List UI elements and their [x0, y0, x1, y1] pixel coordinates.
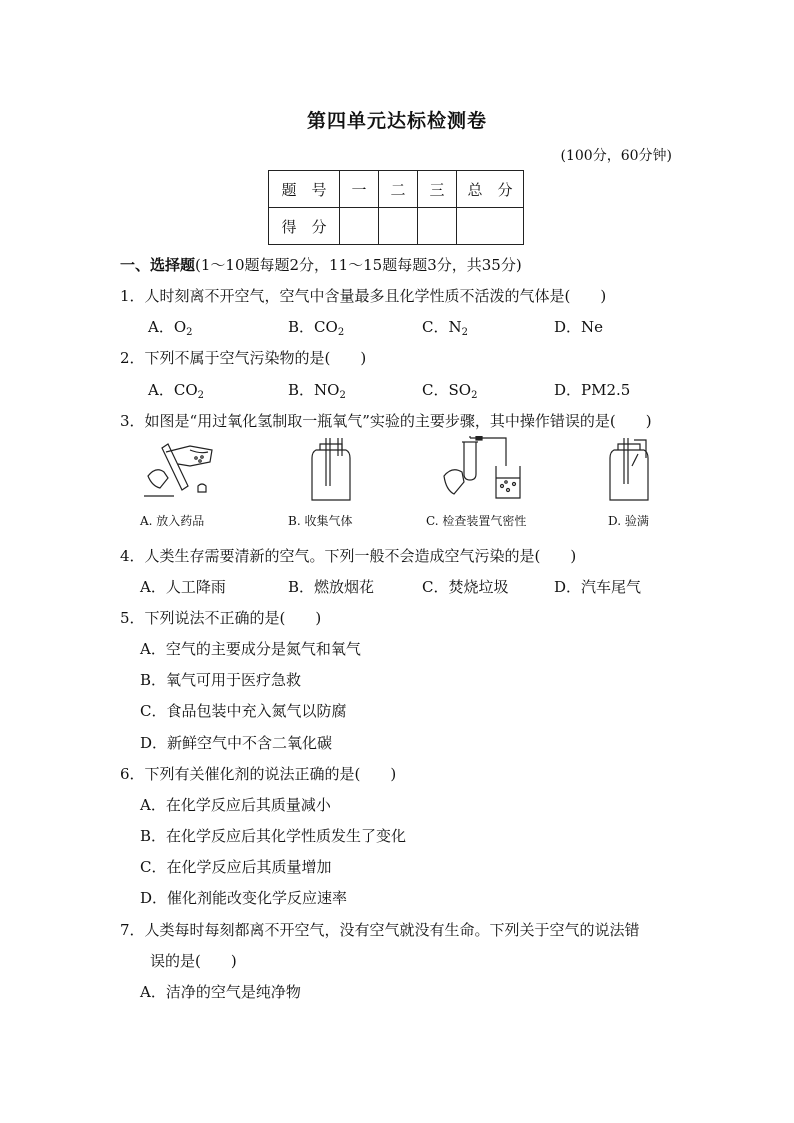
airtightness-check-illustration [436, 436, 536, 506]
question-1-option-a[interactable]: A．$O_2$ [148, 318, 193, 338]
check-full-bottle-illustration [604, 436, 664, 506]
score-input-cell[interactable] [418, 208, 457, 245]
score-table-score-row [269, 208, 524, 245]
question-4-option-b[interactable]: B．燃放烟花 [288, 578, 375, 596]
question-6-option-b[interactable]: B．在化学反应后其化学性质发生了变化 [140, 827, 407, 845]
question-5-option-a[interactable]: A．空气的主要成分是氮气和氧气 [140, 640, 361, 658]
question-4-stem: 4．人类生存需要清新的空气。下列一般不会造成空气污染的是( ) [120, 547, 577, 565]
figure-caption-b: B. 收集气体 [288, 514, 353, 528]
question-1-stem: 1．人时刻离不开空气，空气中含量最多且化学性质不活泼的气体是( ) [120, 287, 607, 305]
question-6-stem: 6．下列有关催化剂的说法正确的是( ) [120, 765, 397, 783]
question-5-option-b[interactable]: B．氧气可用于医疗急救 [140, 671, 302, 689]
question-1-option-d[interactable]: D．Ne [554, 318, 604, 336]
question-5-option-d[interactable]: D．新鲜空气中不含二氧化碳 [140, 734, 333, 752]
question-4-option-a[interactable]: A．人工降雨 [140, 578, 226, 596]
score-cell: 得 分 [269, 208, 340, 245]
question-2-stem: 2．下列不属于空气污染物的是( ) [120, 349, 367, 367]
question-1-option-c[interactable]: C．$N_2$ [422, 318, 468, 338]
question-2-option-d[interactable]: D．PM2.5 [554, 381, 631, 399]
add-reagent-illustration [138, 436, 228, 506]
question-7-stem-line1: 7．人类每时每刻都离不开空气，没有空气就没有生命。下列关于空气的说法错 [120, 921, 640, 939]
section-desc: (1～10题每题2分，11～15题每题3分，共35分) [195, 256, 522, 274]
figure-caption-a: A. 放入药品 [140, 514, 205, 528]
question-7-option-a[interactable]: A．洁净的空气是纯净物 [140, 983, 301, 1001]
score-input-cell[interactable] [340, 208, 379, 245]
score-cell: 总 分 [457, 171, 524, 208]
question-7-stem-line2: 误的是( ) [150, 952, 237, 970]
question-6-option-d[interactable]: D．催化剂能改变化学反应速率 [140, 889, 348, 907]
question-2-option-a[interactable]: A．$CO_2$ [148, 381, 204, 401]
exam-meta: (100分，60分钟) [560, 148, 672, 164]
score-input-cell[interactable] [457, 208, 524, 245]
question-1-option-b[interactable]: B．$CO_2$ [288, 318, 345, 338]
score-table-header-row [269, 171, 524, 208]
section-label: 一、选择题 [120, 256, 196, 274]
figure-caption-d: D. 验满 [608, 514, 649, 528]
question-6-option-c[interactable]: C．在化学反应后其质量增加 [140, 858, 332, 876]
section-heading [120, 254, 522, 275]
page-title: 第四单元达标检测卷 [306, 110, 487, 132]
question-2-option-b[interactable]: B．$NO_2$ [288, 381, 346, 401]
score-cell: 题 号 [269, 171, 340, 208]
score-cell: 三 [418, 171, 457, 208]
figure-caption-c: C. 检查装置气密性 [426, 514, 527, 528]
question-6-option-a[interactable]: A．在化学反应后其质量减小 [140, 796, 331, 814]
question-3-stem: 3．如图是“用过氧化氢制取一瓶氧气”实验的主要步骤，其中操作错误的是( ) [120, 412, 652, 430]
question-4-option-d[interactable]: D．汽车尾气 [554, 578, 642, 596]
score-table [268, 170, 524, 245]
gas-collection-bottle-illustration [300, 436, 370, 506]
score-cell: 二 [379, 171, 418, 208]
question-2-option-c[interactable]: C．$SO_2$ [422, 381, 478, 401]
score-input-cell[interactable] [379, 208, 418, 245]
question-5-stem: 5．下列说法不正确的是( ) [120, 609, 322, 627]
question-5-option-c[interactable]: C．食品包装中充入氮气以防腐 [140, 702, 347, 720]
question-4-option-c[interactable]: C．焚烧垃圾 [422, 578, 509, 596]
score-cell: 一 [340, 171, 379, 208]
